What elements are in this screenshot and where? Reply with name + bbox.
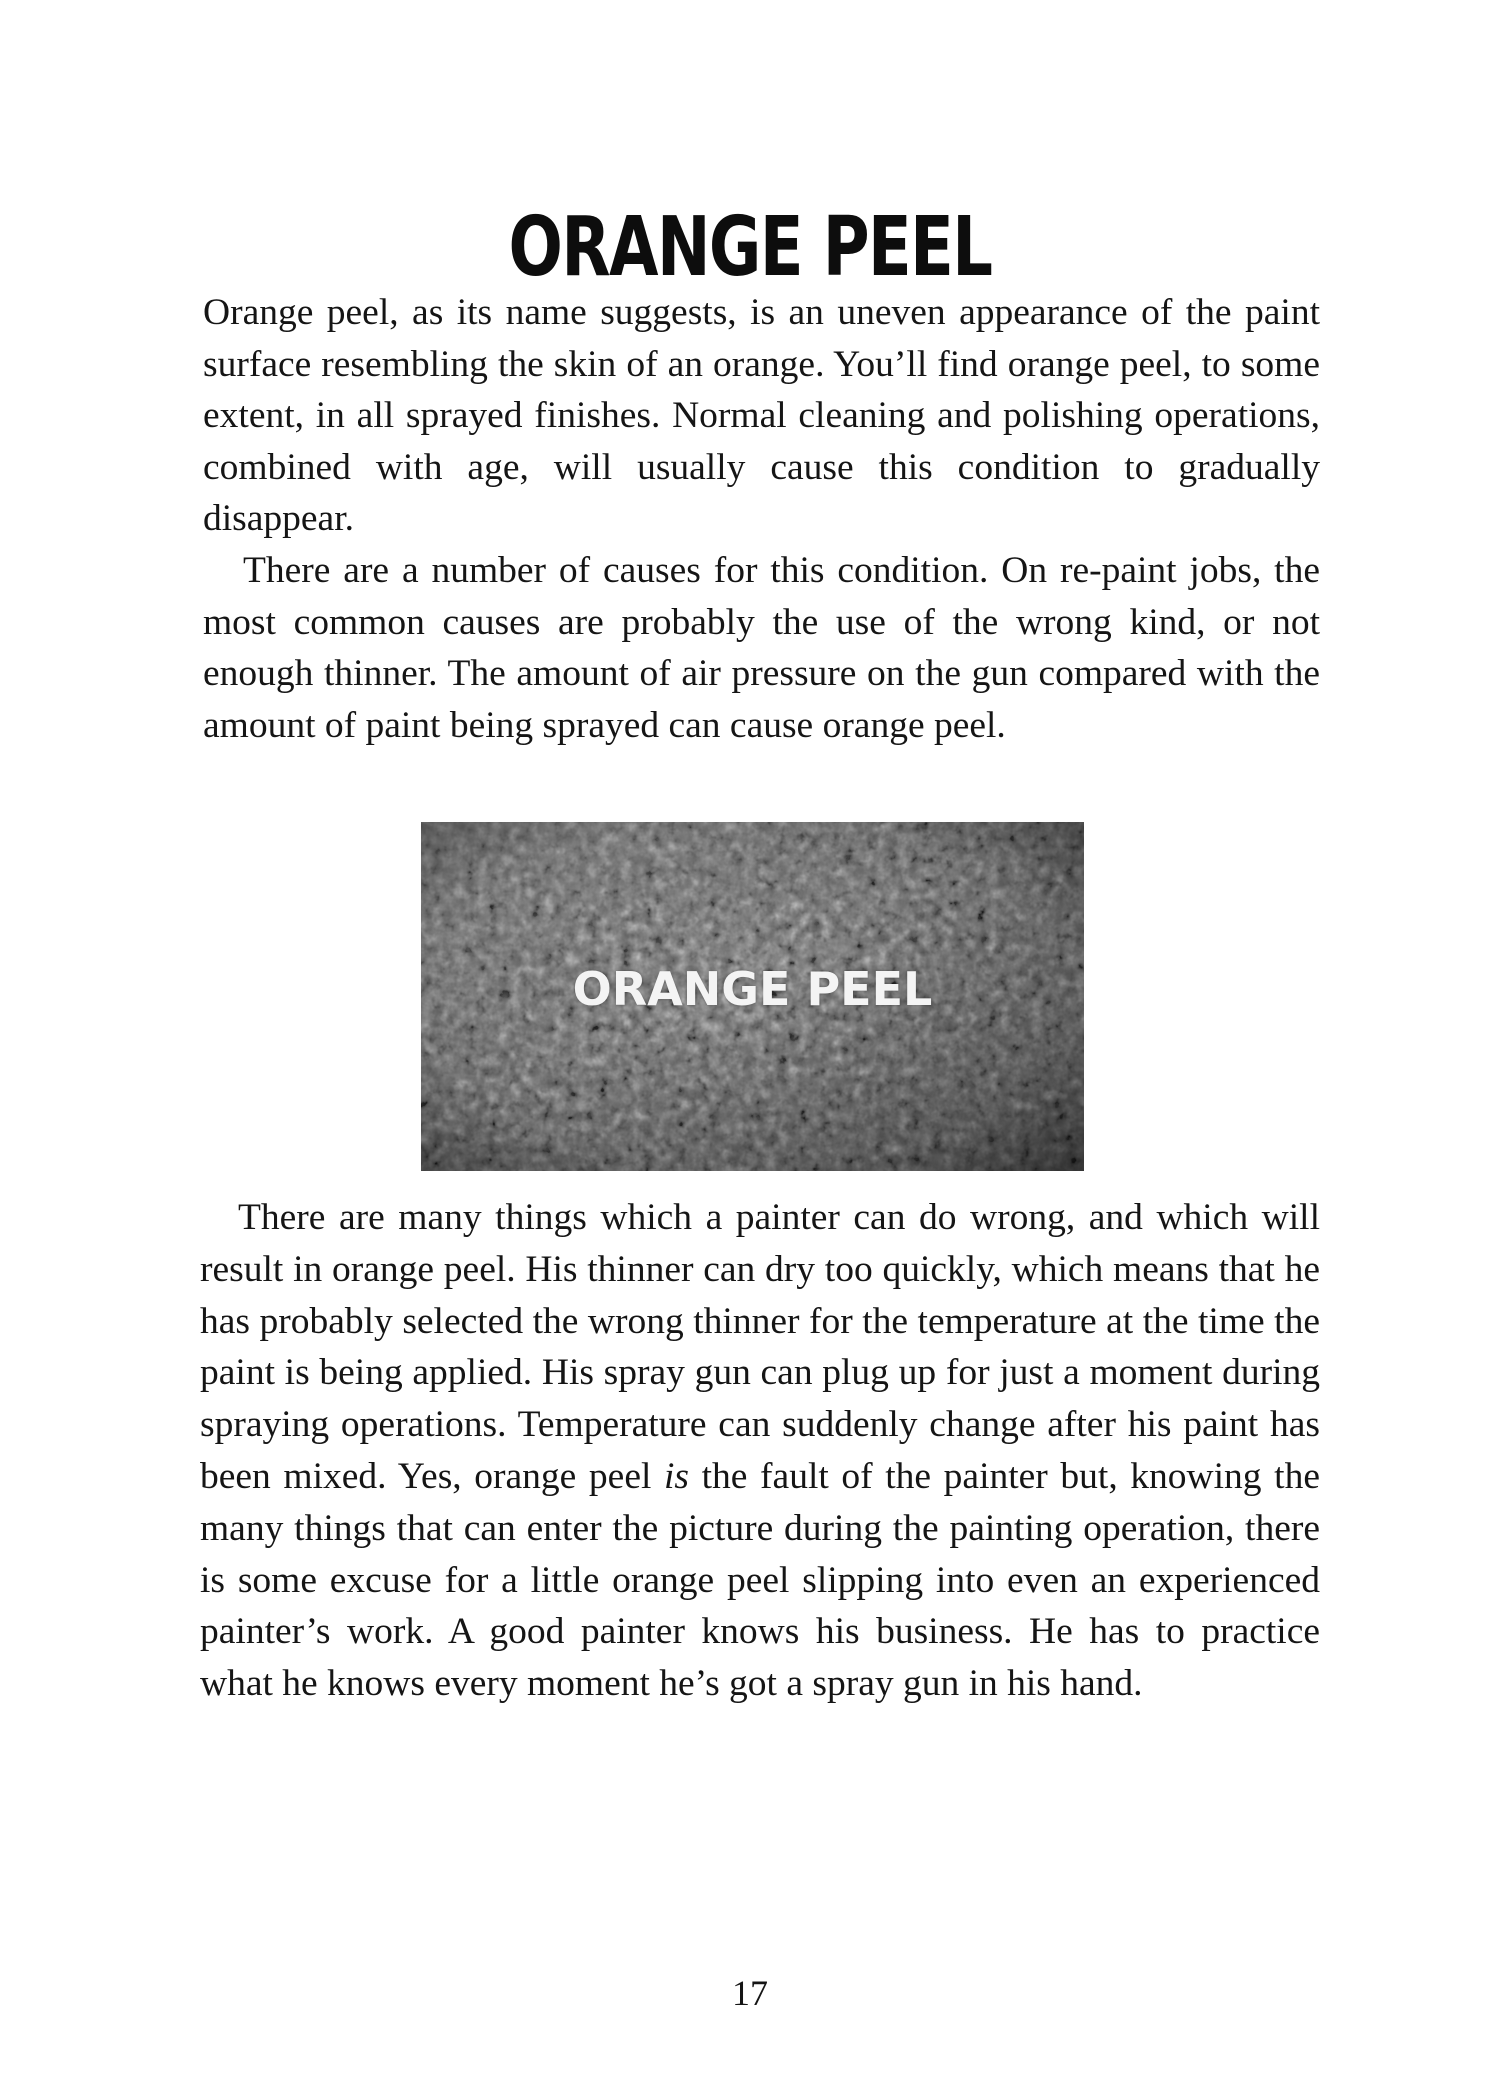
page-number: 17 bbox=[732, 1973, 768, 2013]
paragraph-intro: Orange peel, as its name suggests, is an uneven appearance of the paint surface resembling the skin of an orange. You’ll find orange peel, to some extent, in all sprayed finishes. Normal cleaning and polishing operations, combined with age, will usually cause this condition to gradually disappear. bbox=[203, 292, 1320, 539]
paragraph-painter-emphasis: is bbox=[664, 1455, 690, 1497]
photo-caption: ORANGE PEEL bbox=[572, 962, 933, 1016]
orange-peel-photo bbox=[421, 822, 1084, 1171]
paragraph-painter bbox=[200, 1192, 1320, 1710]
paragraph-painter-text-1: There are many things which a painter can do wrong, and which will result in orange peel. His thinner can dry too quickly, which means that he has probably selected the wrong thinner for the temperature at the time the paint is being applied. His spray gun can plug up for just a moment during spraying operations. Temperature can suddenly change after his paint has been mixed. Yes, orange peel bbox=[200, 1197, 1320, 1497]
paragraph-causes: There are a number of causes for this condition. On re-paint jobs, the most common causes are probably the use of the wrong kind, or not enough thinner. The amount of air pressure on the gun compared with the amount of paint being sprayed can cause orange peel. bbox=[203, 550, 1320, 746]
paragraph-painter-text-2: the fault of the painter but, knowing the many things that can enter the picture during the painting operation, there is some excuse for a little orange peel slipping into even an experienced painter’s work. A good painter knows his business. He has to practice what he knows every moment he’s got a spray gun in his hand. bbox=[200, 1455, 1320, 1705]
page-title: ORANGE PEEL bbox=[508, 199, 992, 295]
